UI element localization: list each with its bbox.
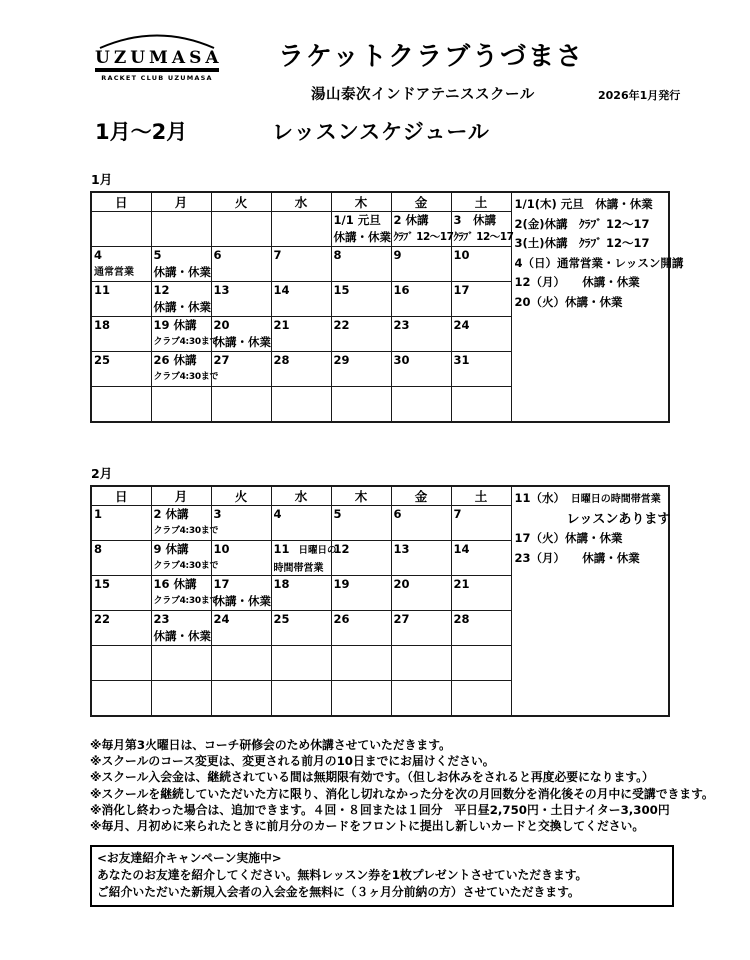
- calendar-cell: 6: [211, 247, 271, 282]
- calendar-cell: 13: [391, 541, 451, 576]
- day-header: 月: [151, 486, 211, 506]
- calendar-cell: 14: [271, 282, 331, 317]
- calendar-cell: [211, 212, 271, 247]
- calendar-cell: 16: [391, 282, 451, 317]
- calendar-cell: 5 休講・休業: [151, 247, 211, 282]
- month-note-line: 11（水） 日曜日の時間帯営業: [514, 491, 661, 505]
- calendar-cell: 28: [271, 352, 331, 387]
- calendar-cell: [451, 681, 511, 717]
- calendar-cell: 20: [391, 576, 451, 611]
- calendar-cell: 4: [271, 506, 331, 541]
- calendar-cell: [271, 646, 331, 681]
- calendar-cell: [151, 387, 211, 423]
- day-header: 金: [391, 486, 451, 506]
- footer-note: ※スクールを継続していただいた方に限り、消化し切れなかった分を次の月回数分を消化後その月中に受講できます。: [90, 786, 714, 801]
- calendar-cell: [331, 681, 391, 717]
- calendar-cell: 21: [271, 317, 331, 352]
- cell-note: クラブ4:30まで: [153, 526, 219, 536]
- month-note-line: 1/1(木) 元旦 休講・休業: [514, 197, 653, 211]
- cell-note: 通常営業: [94, 267, 134, 278]
- calendar-february: [90, 485, 670, 717]
- month-note-line: 23（月） 休講・休業: [514, 550, 640, 565]
- calendar-cell: [331, 387, 391, 423]
- month-note-line: 17（火）休講・休業: [514, 531, 623, 545]
- calendar-cell: [391, 681, 451, 717]
- calendar-cell: 11 日曜日の 時間帯営業: [271, 541, 331, 576]
- calendar-cell: 3: [211, 506, 271, 541]
- day-header: 木: [331, 192, 391, 212]
- calendar-cell: 27: [391, 611, 451, 646]
- issue-date: 2026年1月発行: [598, 89, 681, 102]
- calendar-section-february: [90, 466, 670, 717]
- footer-note: ※スクール入会金は、継続されている間は無期限有効です。（但しお休みをされると再度必要になります。）: [90, 770, 654, 785]
- month-label: 1月: [91, 172, 113, 187]
- cell-note: クラブ4:30まで: [153, 337, 219, 347]
- calendar-cell: [91, 212, 151, 247]
- campaign-line: あなたのお友達を紹介してください。無料レッスン券を1枚プレゼントさせていただきます。: [97, 867, 588, 882]
- month-note-line: 12（月） 休講・休業: [514, 275, 640, 289]
- day-header: 日: [91, 192, 151, 212]
- calendar-table: [90, 191, 684, 423]
- calendar-cell: 17: [451, 282, 511, 317]
- page-title: ラケットクラブうづまさ: [278, 42, 585, 72]
- calendar-cell: 3 休講 ｸﾗﾌﾞ 12～17: [451, 212, 511, 247]
- day-header: 火: [211, 192, 271, 212]
- calendar-cell: 6: [391, 506, 451, 541]
- calendar-cell: [271, 387, 331, 423]
- calendar-cell: 17 休講・休業: [211, 576, 271, 611]
- calendar-cell: 30: [391, 352, 451, 387]
- calendar-cell: 15: [91, 576, 151, 611]
- calendar-cell: [271, 212, 331, 247]
- day-header: 日: [91, 486, 151, 506]
- calendar-cell: 9: [391, 247, 451, 282]
- calendar-cell: 19: [331, 576, 391, 611]
- calendar-cell: 24: [211, 611, 271, 646]
- calendar-cell: 29: [331, 352, 391, 387]
- calendar-cell: 19 休講 クラブ4:30まで: [151, 317, 211, 352]
- calendar-cell: 5: [331, 506, 391, 541]
- calendar-cell: 2 休講 ｸﾗﾌﾞ 12～17: [391, 212, 451, 247]
- calendar-table: [90, 485, 670, 717]
- cell-note: 時間帯営業: [273, 563, 324, 574]
- calendar-cell: 26: [331, 611, 391, 646]
- calendar-cell: 1: [91, 506, 151, 541]
- calendar-cell: 14: [451, 541, 511, 576]
- calendar-cell: 24: [451, 317, 511, 352]
- calendar-cell: 26 休講 クラブ4:30まで: [151, 352, 211, 387]
- month-note-line: レッスンあります: [514, 511, 671, 527]
- calendar-cell: 25: [91, 352, 151, 387]
- calendar-cell: 18: [271, 576, 331, 611]
- calendar-cell: 23 休講・休業: [151, 611, 211, 646]
- calendar-cell: [451, 646, 511, 681]
- calendar-cell: [451, 387, 511, 423]
- calendar-cell: 22: [91, 611, 151, 646]
- calendar-cell: 16 休講 クラブ4:30まで: [151, 576, 211, 611]
- logo-subtext: RACKET CLUB UZUMASA: [101, 74, 213, 82]
- calendar-cell: [91, 681, 151, 717]
- campaign-line: ご紹介いただいた新規入会者の入会金を無料に（３ヶ月分前納の方）させていただきます。: [97, 884, 580, 899]
- campaign-line: <お友達紹介キャンペーン実施中>: [97, 851, 282, 865]
- calendar-cell: [391, 646, 451, 681]
- calendar-cell: [211, 646, 271, 681]
- day-header: 金: [391, 192, 451, 212]
- calendar-cell: 8: [331, 247, 391, 282]
- month-notes: [511, 192, 684, 422]
- month-note-line: 2(金)休講 ｸﾗﾌﾞ 12～17: [514, 216, 650, 231]
- cell-note: ｸﾗﾌﾞ 12～17: [453, 231, 514, 243]
- calendar-cell: 28: [451, 611, 511, 646]
- calendar-cell: [211, 387, 271, 423]
- month-label: 2月: [91, 466, 113, 481]
- month-note-line: 3(土)休講 ｸﾗﾌﾞ 12～17: [514, 236, 650, 250]
- calendar-cell: [211, 681, 271, 717]
- club-logo: [95, 33, 223, 82]
- calendar-cell: 11: [91, 282, 151, 317]
- calendar-cell: [91, 646, 151, 681]
- calendar-cell: 10: [451, 247, 511, 282]
- logo-wordmark: UZUMASA: [95, 49, 219, 72]
- footer-note: ※スクールのコース変更は、変更される前月の10日までにお届けください。: [90, 754, 495, 769]
- calendar-cell: 15: [331, 282, 391, 317]
- calendar-cell: 18: [91, 317, 151, 352]
- calendar-cell: 7: [451, 506, 511, 541]
- calendar-cell: 31: [451, 352, 511, 387]
- cell-note: 休講・休業: [213, 594, 271, 608]
- calendar-cell: 12 休講・休業: [151, 282, 211, 317]
- calendar-cell: 12: [331, 541, 391, 576]
- calendar-section-january: [90, 172, 684, 423]
- cell-note: 休講・休業: [333, 230, 391, 244]
- day-header: 火: [211, 486, 271, 506]
- calendar-cell: 13: [211, 282, 271, 317]
- schedule-heading: レッスンスケジュール: [272, 120, 490, 144]
- footer-note: ※消化し終わった場合は、追加できます。４回・８回または１回分 平日昼2,750円・土日ナイター3,300円: [90, 802, 670, 817]
- calendar-cell: [151, 681, 211, 717]
- footer-note: ※毎月第3火曜日は、コーチ研修会のため休講させていただきます。: [90, 738, 451, 752]
- calendar-cell: 23: [391, 317, 451, 352]
- calendar-cell: 22: [331, 317, 391, 352]
- period-label: 1月～2月: [95, 120, 188, 144]
- cell-note: クラブ4:30まで: [153, 561, 219, 571]
- calendar-cell: 20 休講・休業: [211, 317, 271, 352]
- campaign-box: [90, 845, 674, 907]
- calendar-cell: 25: [271, 611, 331, 646]
- month-note-line: 20（火）休講・休業: [514, 294, 623, 309]
- calendar-cell: [271, 681, 331, 717]
- cell-note: クラブ4:30まで: [153, 596, 219, 606]
- day-header: 土: [451, 192, 511, 212]
- calendar-january: [90, 191, 684, 423]
- cell-note: ｸﾗﾌﾞ 12～17: [393, 231, 454, 243]
- calendar-cell: 7: [271, 247, 331, 282]
- day-header: 水: [271, 486, 331, 506]
- calendar-cell: 21: [451, 576, 511, 611]
- month-notes: [511, 486, 669, 716]
- day-header: 月: [151, 192, 211, 212]
- calendar-cell: [391, 387, 451, 423]
- school-subtitle: 湯山泰次インドアテニススクール: [311, 87, 535, 103]
- calendar-cell: [151, 212, 211, 247]
- calendar-cell: 1/1 元旦 休講・休業: [331, 212, 391, 247]
- day-header: 土: [451, 486, 511, 506]
- calendar-cell: [151, 646, 211, 681]
- footer-notes: [90, 737, 714, 834]
- calendar-cell: 2 休講 クラブ4:30まで: [151, 506, 211, 541]
- calendar-cell: 4 通常営業: [91, 247, 151, 282]
- calendar-cell: [331, 646, 391, 681]
- cell-note: 休講・休業: [213, 335, 271, 349]
- calendar-cell: 8: [91, 541, 151, 576]
- cell-note: 休講・休業: [153, 300, 211, 314]
- logo-arch-icon: [97, 33, 217, 49]
- calendar-cell: 10: [211, 541, 271, 576]
- day-header: 木: [331, 486, 391, 506]
- calendar-cell: [91, 387, 151, 423]
- calendar-cell: 9 休講 クラブ4:30まで: [151, 541, 211, 576]
- cell-note: 休講・休業: [153, 265, 211, 279]
- cell-note: 休講・休業: [153, 629, 211, 643]
- footer-note: ※毎月、月初めに来られたときに前月分のカードをフロントに提出し新しいカードと交換してください。: [90, 819, 645, 834]
- month-note-line: 4（日）通常営業・レッスン開講: [514, 255, 684, 270]
- cell-note: クラブ4:30まで: [153, 372, 219, 382]
- calendar-cell: 27: [211, 352, 271, 387]
- day-header: 水: [271, 192, 331, 212]
